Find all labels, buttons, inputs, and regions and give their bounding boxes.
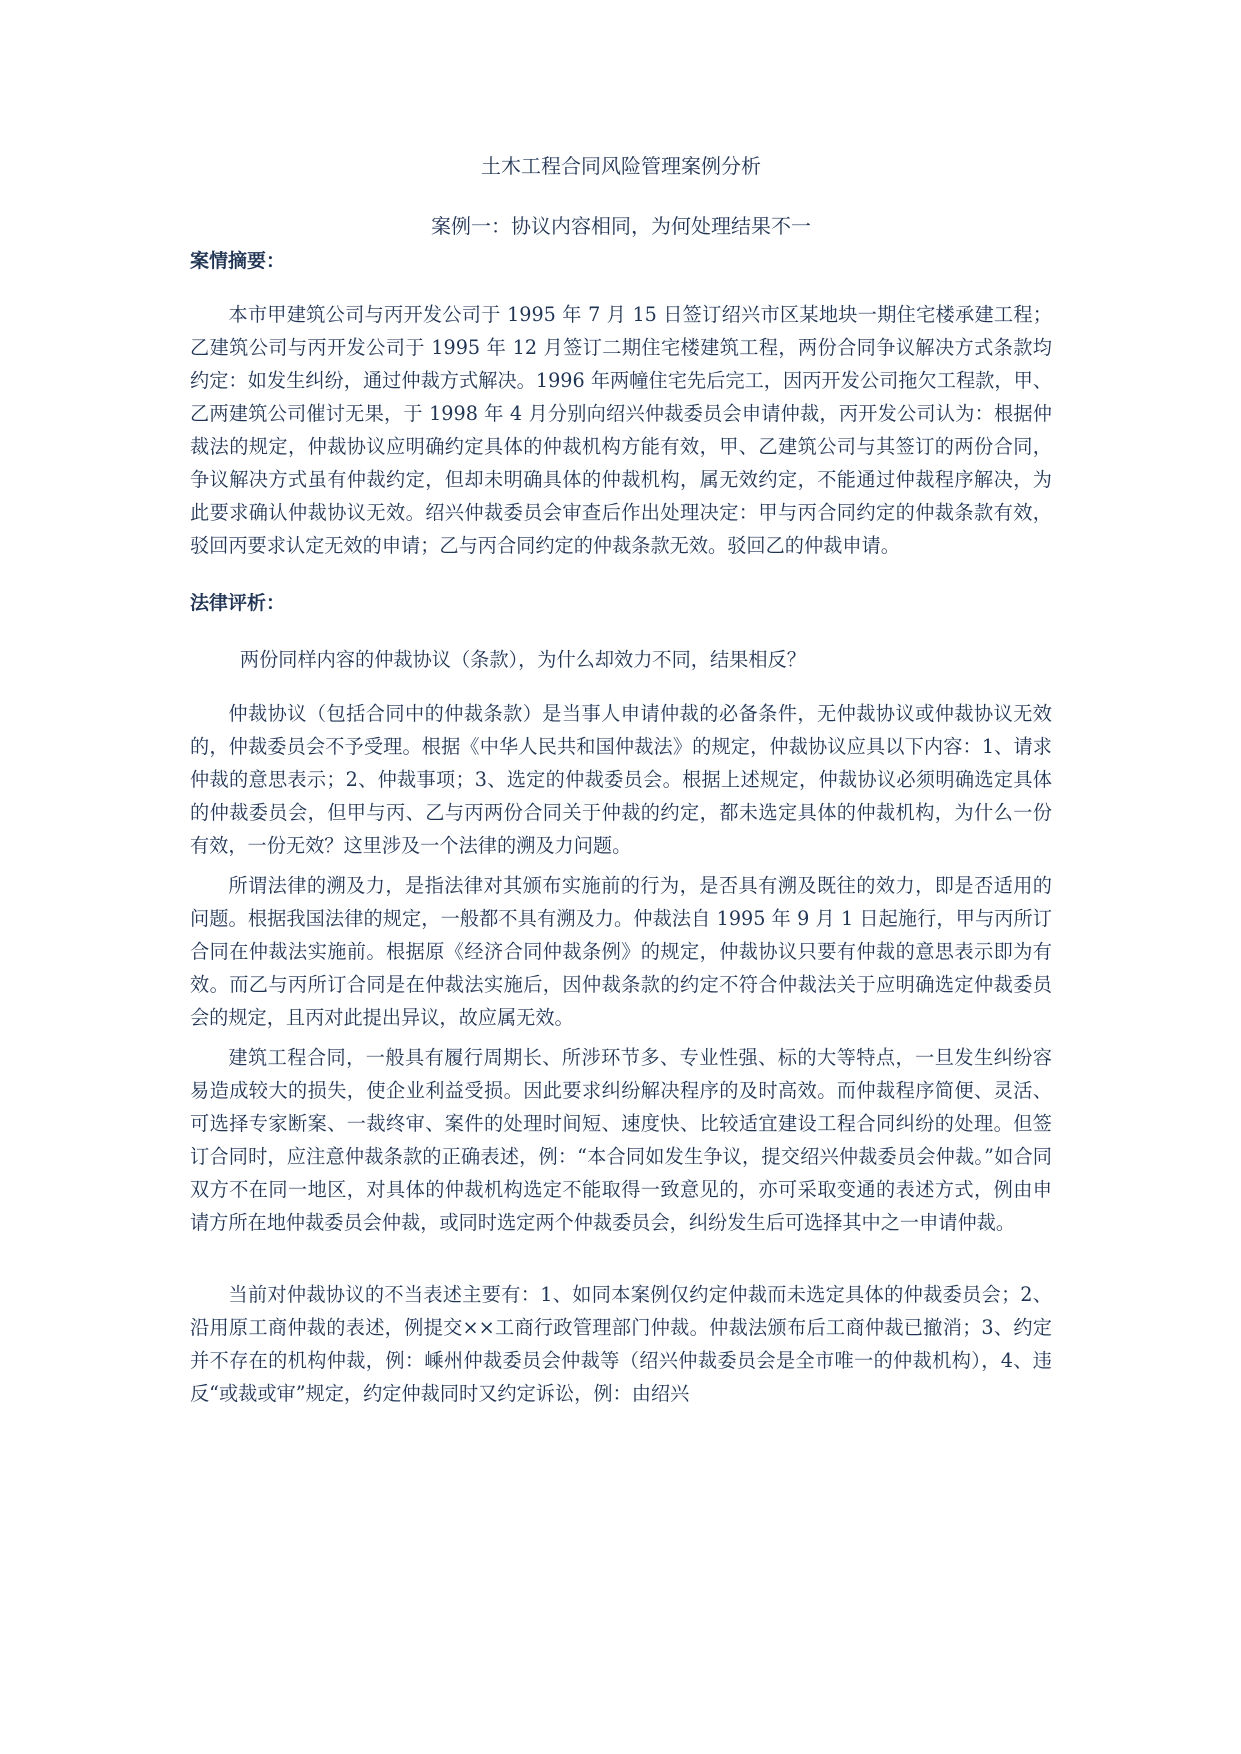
summary-paragraph: 本市甲建筑公司与丙开发公司于 1995 年 7 月 15 日签订绍兴市区某地块一期住宅楼承建工程；乙建筑公司与丙开发公司于 1995 年 12 月签订二期住宅楼建筑工程，两份合同争议解决方式条款均约定：如发生纠纷，通过仲裁方式解决。1996 年两幢住宅先后完工，因丙开发公司拖欠工程款，甲、乙两建筑公司催讨无果，于 1998 年 4 月分别向绍兴仲裁委员会申请仲裁，丙开发公司认为：根据仲裁法的规定，仲裁协议应明确约定具体的仲裁机构方能有效，甲、乙建筑公司与其签订的两份合同，争议解决方式虽有仲裁约定，但却未明确具体的仲裁机构，属无效约定，不能通过仲裁程序解决，为此要求确认仲裁协议无效。绍兴仲裁委员会审查后作出处理决定：甲与丙合同约定的仲裁条款有效，驳回丙要求认定无效的申请；乙与丙合同约定的仲裁条款无效。驳回乙的仲裁申请。	[190, 303, 1052, 557]
case-title: 案例一：协议内容相同，为何处理结果不一	[431, 214, 811, 238]
document-title: 土木工程合同风险管理案例分析	[481, 154, 761, 178]
document-page	[190, 0, 1052, 1754]
analysis-paragraph-2: 所谓法律的溯及力，是指法律对其颁布实施前的行为，是否具有溯及既往的效力，即是否适用的问题。根据我国法律的规定，一般都不具有溯及力。仲裁法自 1995 年 9 月 1 日起施行，甲与丙所订合同在仲裁法实施前。根据原《经济合同仲裁条例》的规定，仲裁协议只要有仲裁的意思表示即为有效。而乙与丙所订合同是在仲裁法实施后，因仲裁条款的约定不符合仲裁法关于应明确选定仲裁委员会的规定，且丙对此提出异议，故应属无效。	[190, 874, 1052, 1029]
analysis-paragraph-4: 当前对仲裁协议的不当表述主要有：1、如同本案例仅约定仲裁而未选定具体的仲裁委员会；2、沿用原工商仲裁的表述，例提交××工商行政管理部门仲裁。仲裁法颁布后工商仲裁已撤消；3、约定并不存在的机构仲裁，例：嵊州仲裁委员会仲裁等（绍兴仲裁委员会是全市唯一的仲裁机构），4、违反“或裁或审”规定，约定仲裁同时又约定诉讼，例：由绍兴	[190, 1283, 1052, 1405]
analysis-paragraph-3: 建筑工程合同，一般具有履行周期长、所涉环节多、专业性强、标的大等特点，一旦发生纠纷容易造成较大的损失，使企业利益受损。因此要求纠纷解决程序的及时高效。而仲裁程序简便、灵活、可选择专家断案、一裁终审、案件的处理时间短、速度快、比较适宜建设工程合同纠纷的处理。但签订合同时，应注意仲裁条款的正确表述，例：“本合同如发生争议，提交绍兴仲裁委员会仲裁。”如合同双方不在同一地区，对具体的仲裁机构选定不能取得一致意见的，亦可采取变通的表述方式，例由申请方所在地仲裁委员会仲裁，或同时选定两个仲裁委员会，纠纷发生后可选择其中之一申请仲裁。	[190, 1046, 1052, 1234]
question-paragraph: 两份同样内容的仲裁协议（条款），为什么却效力不同，结果相反？	[239, 648, 806, 671]
analysis-heading: 法律评析：	[190, 592, 286, 614]
analysis-paragraph-1: 仲裁协议（包括合同中的仲裁条款）是当事人申请仲裁的必备条件，无仲裁协议或仲裁协议无效的，仲裁委员会不予受理。根据《中华人民共和国仲裁法》的规定，仲裁协议应具以下内容：1、请求仲裁的意思表示；2、仲裁事项；3、选定的仲裁委员会。根据上述规定，仲裁协议必须明确选定具体的仲裁委员会，但甲与丙、乙与丙两份合同关于仲裁的约定，都未选定具体的仲裁机构，为什么一份有效，一份无效？这里涉及一个法律的溯及力问题。	[190, 702, 1052, 857]
summary-heading: 案情摘要：	[190, 250, 286, 272]
